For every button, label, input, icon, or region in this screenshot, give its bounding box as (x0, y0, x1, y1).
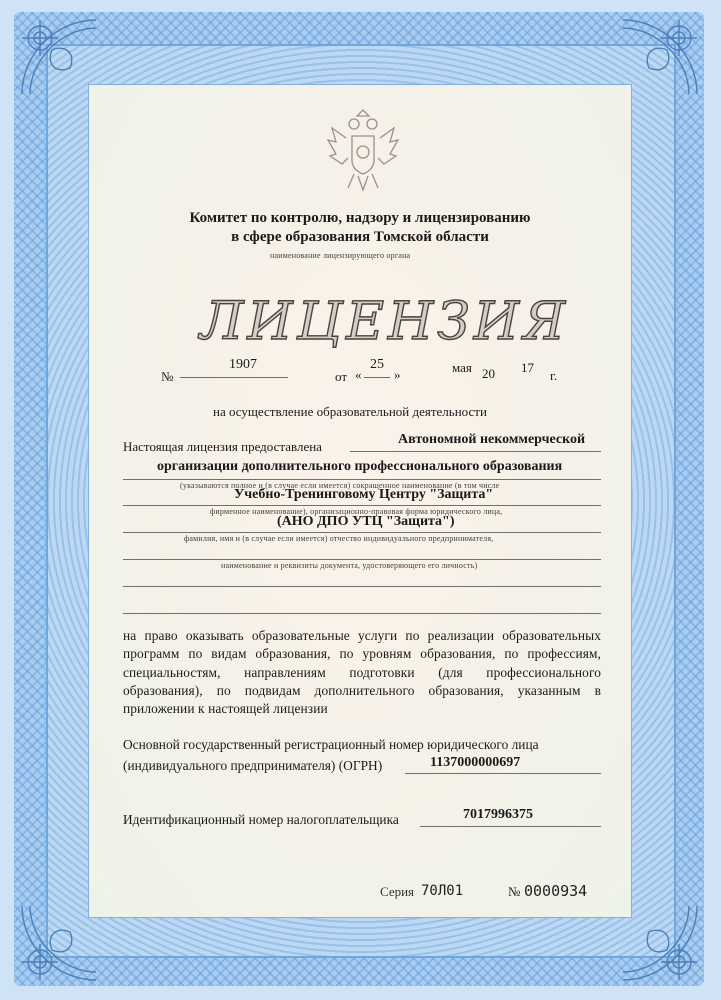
document-title: ЛИЦЕНЗИЯ (200, 292, 570, 352)
ogrn-underline (405, 773, 601, 774)
licensee-name-line-4: (АНО ДПО УТЦ "Защита") (277, 514, 455, 529)
date-month: мая (452, 360, 472, 375)
licensee-name-line-2: организации дополнительного профессионального образования (157, 459, 563, 474)
granted-label: Настоящая лицензия предоставлена (123, 439, 322, 454)
series-label: Серия (380, 884, 415, 899)
ogrn-value: 1137000000697 (430, 755, 521, 770)
number-underline (180, 377, 288, 378)
licensee-hint-1: (указываются полное и (в случае если имеется) сокращенное наименование (в том числе (180, 481, 500, 490)
licensee-underline-2 (123, 479, 601, 480)
date-day: 25 (370, 357, 384, 372)
blank-line-2 (123, 613, 601, 614)
inn-value: 7017996375 (463, 807, 533, 822)
serial-number-label: № (508, 884, 521, 899)
number-label: № (161, 369, 174, 384)
ogrn-label-line-1: Основной государственный регистрационный номер юридического лица (123, 737, 539, 752)
date-year-suffix: 17 (521, 360, 534, 375)
licensee-hint-2: фирменное наименование), организационно-правовая форма юридического лица, (210, 507, 503, 516)
licensee-underline-1 (350, 451, 601, 452)
issuer-hint: наименование лицензирующего органа (270, 251, 411, 260)
license-number: 1907 (229, 357, 257, 372)
date-year-label: г. (550, 368, 558, 383)
serial-number: 0000934 (524, 882, 588, 900)
licensee-underline-3 (123, 505, 601, 506)
series-value: 70Л01 (421, 883, 464, 899)
inn-label: Идентификационный номер налогоплательщика (123, 812, 399, 827)
ogrn-label-line-2: (индивидуального предпринимателя) (ОГРН) (123, 758, 383, 773)
licensee-name-line-3: Учебно-Тренинговому Центру "Защита" (234, 487, 494, 502)
licensee-underline-4 (123, 532, 601, 533)
quote-open: « (355, 367, 362, 382)
date-from-label: от (335, 369, 348, 384)
licensee-underline-5 (123, 559, 601, 560)
coat-of-arms-icon (324, 108, 402, 196)
issuer-name-line-1: Комитет по контролю, надзору и лицензированию (189, 210, 531, 226)
inn-underline (420, 826, 601, 827)
licensee-hint-4: наименование и реквизиты документа, удостоверяющего его личность) (221, 561, 478, 570)
date-year-prefix: 20 (482, 366, 495, 381)
day-underline (364, 377, 390, 378)
rights-paragraph: на право оказывать образовательные услуги по реализации образовательных программ по видам образования, по уровням образования, по профессиям, специальностям, направлениям подготовки (для профессионального образования), по подвидам дополнительного образования, указанным в приложении к настоящей лицензии (123, 628, 601, 717)
license-purpose: на осуществление образовательной деятельности (213, 404, 487, 419)
licensee-hint-3: фамилия, имя и (в случае если имеется) отчество индивидуального предпринимателя, (184, 534, 494, 543)
issuer-name-line-2: в сфере образования Томской области (231, 229, 489, 245)
licensee-name-line-1: Автономной некоммерческой (398, 432, 586, 447)
blank-line-1 (123, 586, 601, 587)
quote-close: » (394, 367, 401, 382)
